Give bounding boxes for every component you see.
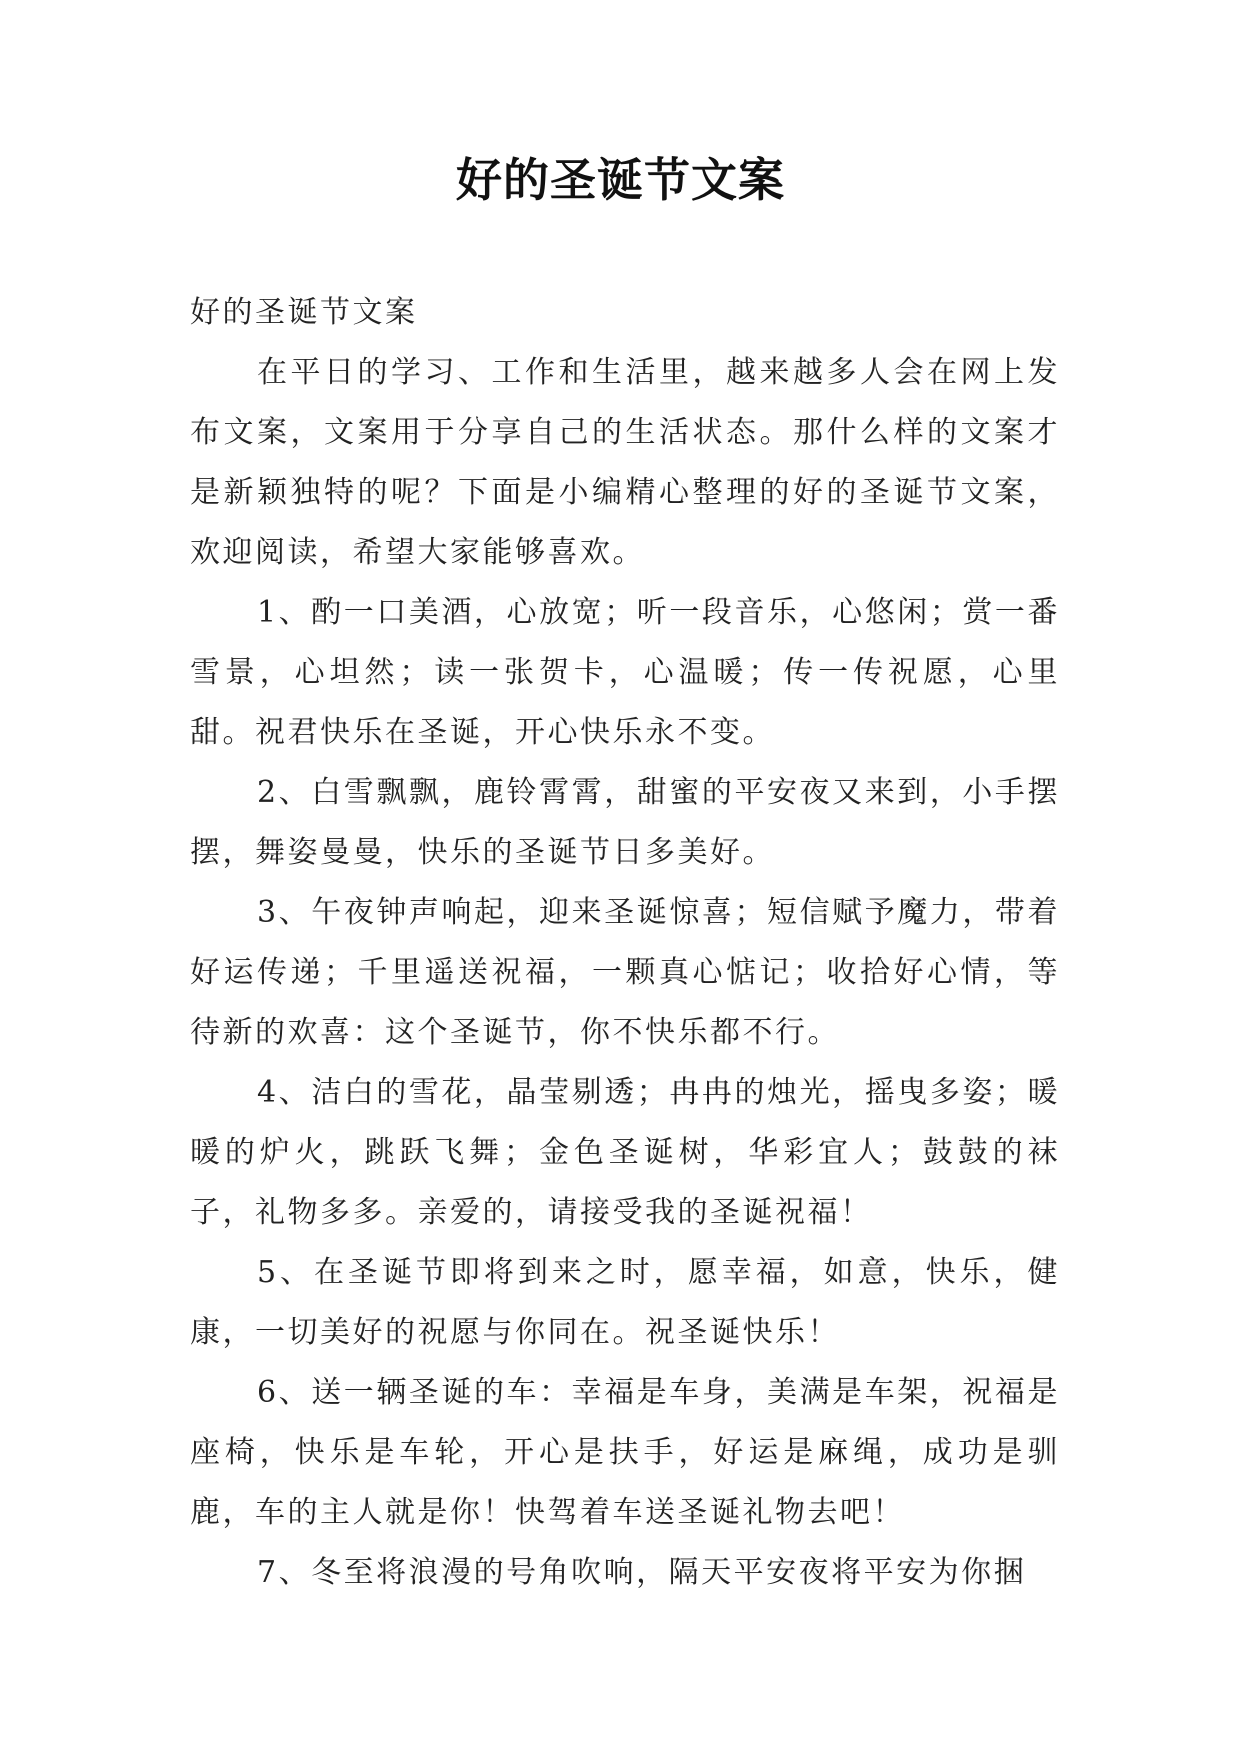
paragraph-1: 1、酌一口美酒，心放宽；听一段音乐，心悠闲；赏一番雪景，心坦然；读一张贺卡，心温暖；传一传祝愿，心里甜。祝君快乐在圣诞，开心快乐永不变。 — [190, 595, 1060, 750]
paragraph-6: 6、送一辆圣诞的车：幸福是车身，美满是车架，祝福是座椅，快乐是车轮，开心是扶手，好运是麻绳，成功是驯鹿，车的主人就是你！快驾着车送圣诞礼物去吧！ — [190, 1375, 1060, 1530]
paragraph-2: 2、白雪飘飘，鹿铃霄霄，甜蜜的平安夜又来到，小手摆摆，舞姿曼曼，快乐的圣诞节日多美好。 — [190, 775, 1060, 870]
paragraph-3: 3、午夜钟声响起，迎来圣诞惊喜；短信赋予魔力，带着好运传递；千里遥送祝福，一颗真心惦记；收拾好心情，等待新的欢喜：这个圣诞节，你不快乐都不行。 — [190, 895, 1060, 1050]
document-title: 好的圣诞节文案 — [456, 153, 785, 207]
paragraph-4: 4、洁白的雪花，晶莹剔透；冉冉的烛光，摇曳多姿；暖暖的炉火，跳跃飞舞；金色圣诞树，华彩宜人；鼓鼓的袜子，礼物多多。亲爱的，请接受我的圣诞祝福！ — [190, 1075, 1060, 1230]
document-subtitle: 好的圣诞节文案 — [190, 295, 418, 330]
paragraph-5: 5、在圣诞节即将到来之时，愿幸福，如意，快乐，健康，一切美好的祝愿与你同在。祝圣诞快乐！ — [190, 1255, 1060, 1350]
document-body — [190, 283, 1060, 1603]
intro-paragraph: 在平日的学习、工作和生活里，越来越多人会在网上发布文案，文案用于分享自己的生活状态。那什么样的文案才是新颖独特的呢？下面是小编精心整理的好的圣诞节文案，欢迎阅读，希望大家能够喜欢。 — [190, 355, 1060, 570]
paragraph-7: 7、冬至将浪漫的号角吹响，隔天平安夜将平安为你捆 — [257, 1555, 1027, 1590]
